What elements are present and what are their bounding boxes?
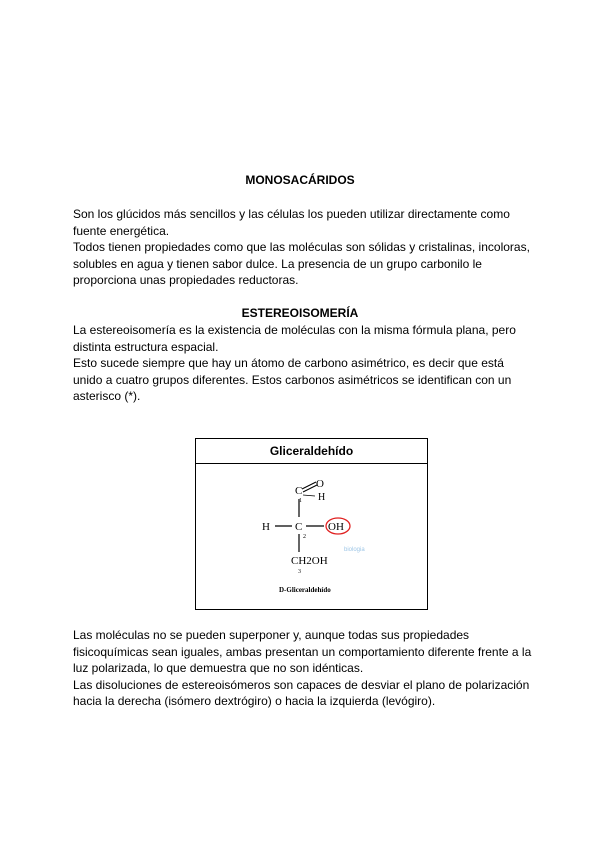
figure-caption: D-Gliceraldehído — [279, 586, 331, 594]
title-monosacaridos: MONOSACÁRIDOS — [245, 173, 355, 187]
carbon-number-2: 2 — [303, 534, 306, 540]
paragraph-stereo-definition: La estereoisomería es la existencia de moléculas con la misma fórmula plana, pero distinta estructura espacial. — [73, 323, 516, 354]
bond-c1-h — [303, 495, 315, 496]
title-estereoisomeria: ESTEREOISOMERÍA — [241, 306, 359, 320]
paragraph-optical-behavior: Las moléculas no se pueden superponer y, aunque todas sus propiedades fisicoquímicas sean iguales, ambas presentan un comportamiento diferente frente a la luz polarizada, lo que demuestra que no son idénticas. — [73, 628, 532, 676]
paragraph-asymmetric-carbon: Esto sucede siempre que hay un átomo de carbono asimétrico, es decir que está unido a cuatro grupos diferentes. Estos carbonos asimétricos se identifican con un asterisco (*). — [73, 356, 512, 404]
paragraph-dextro-levo: Las disoluciones de estereoisómeros son capaces de desviar el plano de polarización hacia la derecha (isómero dextrógiro) o hacia la izquierda (levógiro). — [73, 677, 530, 709]
double-bond-line-b — [303, 485, 317, 492]
glyceraldehyde-figure — [195, 438, 428, 610]
watermark-text: biologia — [344, 547, 365, 553]
intro-text — [73, 206, 533, 289]
carbon-number-1: 1 — [299, 498, 302, 504]
atom-h-aldehyde: H — [318, 492, 326, 503]
atom-oh: OH — [328, 521, 344, 533]
paragraph-definition: Son los glúcidos más sencillos y las células los pueden utilizar directamente como fuente energética. — [73, 207, 510, 238]
atom-h-left: H — [262, 521, 270, 533]
carbon-number-3: 3 — [298, 569, 301, 575]
double-bond-line-a — [302, 482, 316, 489]
paragraph-properties: Todos tienen propiedades como que las moléculas son sólidas y cristalinas, incoloras, solubles en agua y tienen sabor dulce. La presencia de un grupo carbonilo le proporciona unas propiedades reductoras. — [73, 240, 530, 288]
stereo-text — [73, 322, 533, 405]
atom-ch2oh: CH2OH — [291, 555, 328, 567]
glyceraldehyde-structure — [196, 464, 427, 609]
atom-c1: C — [295, 485, 303, 497]
atom-o: O — [316, 478, 324, 490]
polarization-text — [73, 627, 533, 710]
atom-c2: C — [295, 521, 303, 533]
figure-title: Gliceraldehído — [196, 439, 427, 464]
